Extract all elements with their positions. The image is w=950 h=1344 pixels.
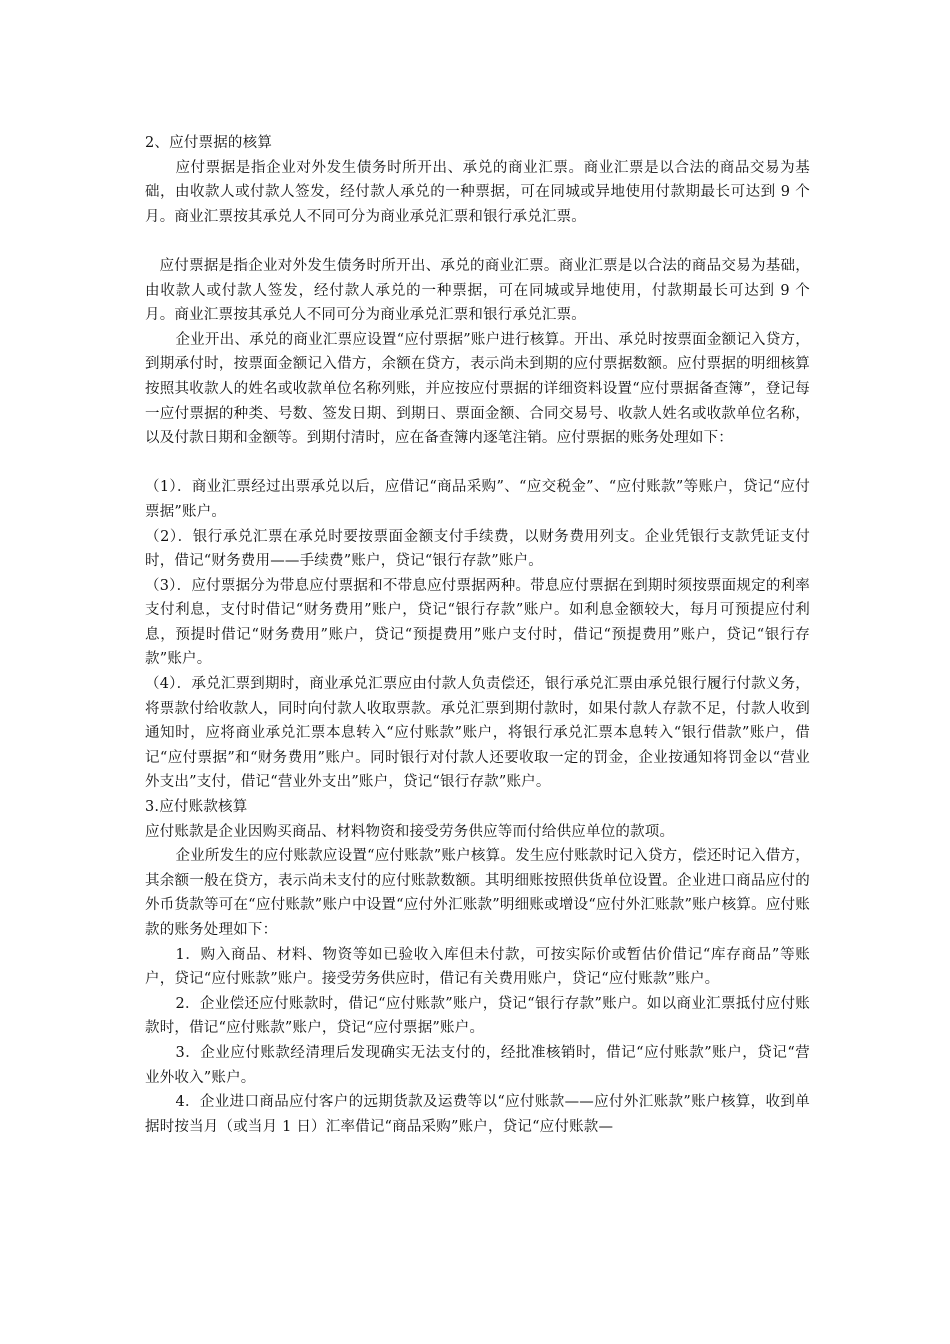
blank-line [145, 229, 810, 254]
paragraph-accounting: 企业开出、承兑的商业汇票应设置“应付票据”账户进行核算。开出、承兑时按票面金额记入贷方，到期承付时，按票面金额记入借方，余额在贷方，表示尚未到期的应付票据数额。应付票据的明细核算按照其收款人的姓名或收款单位名称列账，并应按应付票据的详细资料设置“应付票据备查簿”，登记每一应付票据的种类、号数、签发日期、到期日、票面金额、合同交易号、收款人姓名或收款单位名称，以及付款日期和金额等。到期付清时，应在备查簿内逐笔注销。应付票据的账务处理如下： [145, 331, 810, 447]
paragraph-ap-definition: 应付账款是企业因购买商品、材料物资和接受劳务供应等而付给供应单位的款项。 [145, 823, 675, 840]
numbered-item-4: 4．企业进口商品应付客户的远期货款及运费等以“应付账款——应付外汇账款”账户核算，收到单据时按当月（或当月 1 日）汇率借记“商品采购”账户，贷记“应付账款— [145, 1094, 810, 1135]
section-heading-accounts-payable: 3.应付账款核算 [145, 799, 248, 816]
numbered-item-1: 1．购入商品、材料、物资等如已验收入库但未付款，可按实际价或暂估价借记“库存商品”等账户，贷记“应付账款”账户。接受劳务供应时，借记有关费用账户，贷记“应付账款”账户。 [145, 946, 810, 988]
document-body [145, 131, 810, 1139]
section-heading-notes-payable: 2、应付票据的核算 [145, 135, 273, 151]
numbered-item-2: 2．企业偿还应付账款时，借记“应付账款”账户，贷记“银行存款”账户。如以商业汇票抵付应付账款时，借记“应付账款”账户，贷记“应付票据”账户。 [145, 995, 810, 1037]
numbered-item-3: 3．企业应付账款经清理后发现确实无法支付的，经批准核销时，借记“应付账款”账户，贷记“营业外收入”账户。 [145, 1044, 810, 1086]
paragraph-definition: 应付票据是指企业对外发生债务时所开出、承兑的商业汇票。商业汇票是以合法的商品交易为基础，由收款人或付款人签发，经付款人承兑的一种票据，可在同城或异地使用付款期最长可达到 9 个月。商业汇票按其承兑人不同可分为商业承兑汇票和银行承兑汇票。 [145, 159, 810, 225]
list-item-3: （3）．应付票据分为带息应付票据和不带息应付票据两种。带息应付票据在到期时须按票面规定的利率支付利息，支付时借记“财务费用”账户，贷记“银行存款”账户。如利息金额较大，每月可预提应付利息，预提时借记“财务费用”账户，贷记“预提费用”账户支付时，借记“预提费用”账户，贷记“银行存款”账户。 [145, 577, 810, 668]
list-item-1: （1）．商业汇票经过出票承兑以后，应借记“商品采购”、“应交税金”、“应付账款”等账户，贷记“应付票据”账户。 [145, 479, 810, 520]
blank-line [145, 451, 810, 476]
list-item-2: （2）．银行承兑汇票在承兑时要按票面金额支付手续费，以财务费用列支。企业凭银行支款凭证支付时，借记“财务费用——手续费”账户，贷记“银行存款”账户。 [145, 528, 810, 570]
list-item-4: （4）．承兑汇票到期时，商业承兑汇票应由付款人负责偿还，银行承兑汇票由承兑银行履行付款义务，将票款付给收款人，同时向付款人收取票款。承兑汇票到期付款时，如果付款人存款不足，付款人收到通知时，应将商业承兑汇票本息转入“应付账款”账户，将银行承兑汇票本息转入“银行借款”账户，借记“应付票据”和“财务费用”账户。同时银行对付款人还要收取一定的罚金，企业按通知将罚金以“营业外支出”支付，借记“营业外支出”账户，贷记“银行存款”账户。 [145, 676, 810, 791]
paragraph-ap-accounting: 企业所发生的应付账款应设置“应付账款”账户核算。发生应付账款时记入贷方，偿还时记入借方，其余额一般在贷方，表示尚未支付的应付账款数额。其明细账按照供货单位设置。企业进口商品应付的外币货款等可在“应付账款”账户中设置“应付外汇账款”明细账或增设“应付外汇账款”账户核算。应付账款的账务处理如下： [145, 848, 810, 938]
paragraph-definition-repeat: 应付票据是指企业对外发生债务时所开出、承兑的商业汇票。商业汇票是以合法的商品交易为基础，由收款人或付款人签发，经付款人承兑的一种票据，可在同城或异地使用，付款期最长可达到 9 个月。商业汇票按其承兑人不同可分为商业承兑汇票和银行承兑汇票。 [145, 257, 810, 324]
